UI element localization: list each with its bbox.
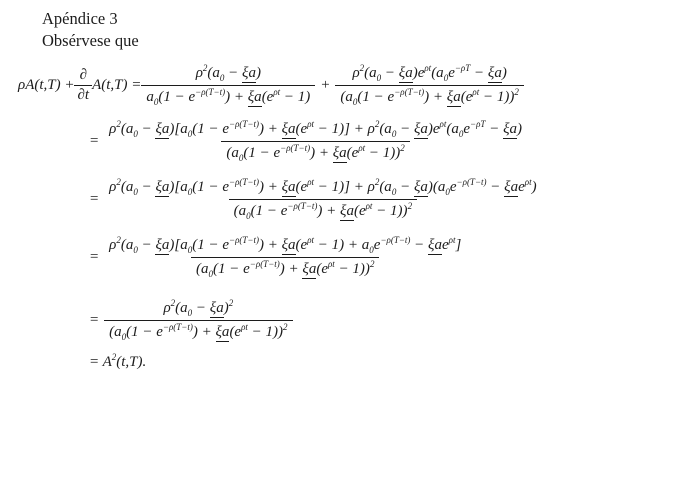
- equation-line-5: [18, 299, 692, 342]
- numerator: $\rho^2(a_0 - \xi a)[a_0(1 - e^{-\rho(T-t)}) + \xi a(e^{\rho t} - 1)] + \rho^2(a_0 - \xi a)(a_0e^{-\rho(T-t)} - \xi ae^{\rho t})$: [109, 176, 537, 197]
- denominator: $(a_0(1 - e^{-\rho(T-t)}) + \xi a(e^{\rho t} - 1))^2$: [335, 85, 523, 107]
- numerator: $\rho^2(a_0 - \xi a)e^{\rho t}(a_0e^{-\rho T} - \xi a)$: [352, 62, 507, 83]
- numerator: $\rho^2(a_0 - \xi a)[a_0(1 - e^{-\rho(T-t)}) + \xi a(e^{\rho t} - 1)] + \rho^2(a_0 - \xi a)e^{\rho t}(a_0e^{-\rho T} - \xi a)$: [109, 118, 522, 139]
- equation-line-2: [18, 120, 692, 163]
- fraction: [104, 299, 292, 342]
- denominator: $(a_0(1 - e^{-\rho(T-t)}) + \xi a(e^{\rho t} - 1))^2$: [104, 320, 292, 342]
- denominator: $a_0(1 - e^{-\rho(T-t)}) + \xi a(e^{\rho t} - 1)$: [141, 85, 315, 107]
- appendix-title: Apéndice 3: [42, 9, 118, 28]
- denominator: $(a_0(1 - e^{-\rho(T-t)}) + \xi a(e^{\rho t} - 1))^2$: [229, 199, 417, 221]
- numerator: ∂: [79, 66, 87, 83]
- equals-sign: =: [89, 248, 100, 265]
- denominator: $(a_0(1 - e^{-\rho(T-t)}) + \xi a(e^{\rho t} - 1))^2$: [221, 141, 409, 163]
- equals-sign: =: [89, 190, 100, 207]
- lhs-term-post: A(t,T) =: [92, 76, 142, 93]
- equation-line-1: [18, 64, 692, 107]
- plus-operator: +: [320, 76, 331, 93]
- fraction: [104, 236, 466, 279]
- numerator: $\rho^2(a_0 - \xi a)$: [195, 62, 261, 83]
- equation-line-6: [18, 351, 692, 371]
- fraction: [104, 178, 541, 221]
- denominator: ∂t: [74, 85, 92, 104]
- fraction-2: [335, 64, 523, 107]
- equation-block: [18, 64, 692, 371]
- equation-line-3: [18, 178, 692, 221]
- equation-line-4: [18, 236, 692, 279]
- final-result: = $A^2(t,T)$.: [89, 351, 147, 370]
- lhs-term-pre: ρA(t,T) +: [18, 76, 75, 93]
- fraction: [104, 120, 527, 163]
- equals-sign: =: [89, 311, 100, 328]
- appendix-subtitle: Obsérvese que: [42, 30, 139, 50]
- fraction-1: [141, 64, 315, 107]
- equals-sign: =: [89, 132, 100, 149]
- page-header: [42, 8, 692, 52]
- numerator: $\rho^2(a_0 - \xi a)[a_0(1 - e^{-\rho(T-t)}) + \xi a(e^{\rho t} - 1) + a_0e^{-\rho(T-t)} - \xi ae^{\rho t}]$: [109, 234, 462, 255]
- denominator: $(a_0(1 - e^{-\rho(T-t)}) + \xi a(e^{\rho t} - 1))^2$: [191, 257, 379, 279]
- numerator: $\rho^2(a_0 - \xi a)^2$: [163, 297, 234, 318]
- partial-derivative-fraction: [74, 67, 92, 104]
